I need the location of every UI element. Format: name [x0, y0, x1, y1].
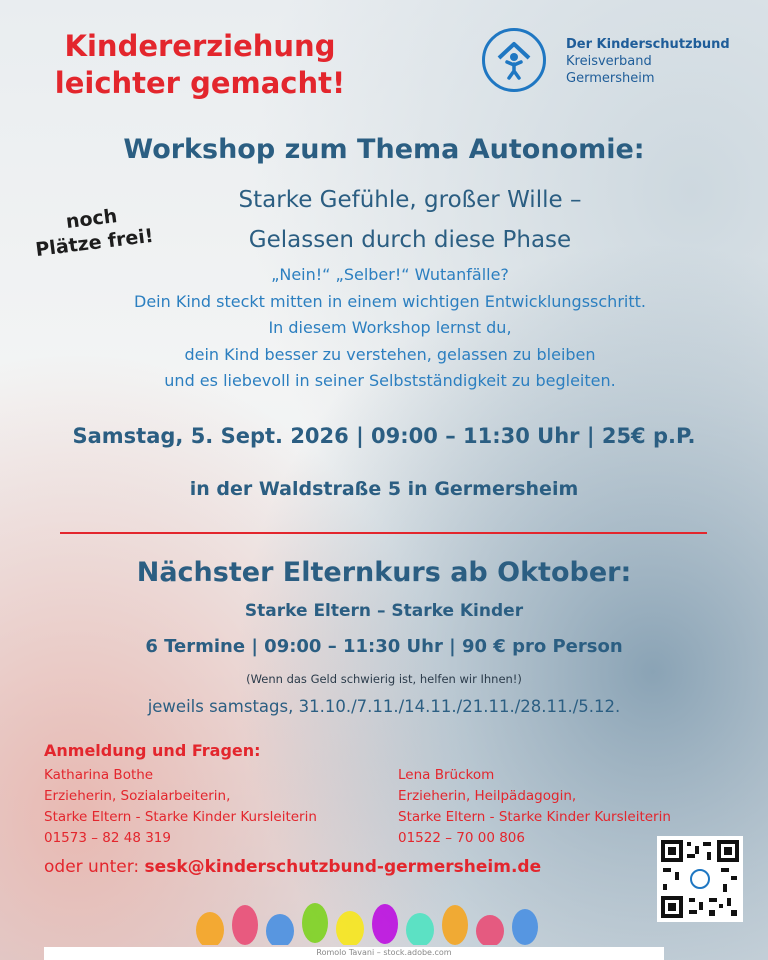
workshop-subtitle-1: Starke Gefühle, großer Wille –	[238, 187, 582, 213]
stamp-line-1: noch	[64, 205, 119, 234]
description-line: In diesem Workshop lernst du,	[268, 318, 512, 337]
email-link[interactable]: sesk@kinderschutzbund-germersheim.de	[144, 857, 542, 877]
workshop-subtitle	[110, 180, 710, 260]
painted-hands-illustration	[160, 885, 560, 945]
workshop-place-line: in der Waldstraße 5 in Germersheim	[189, 478, 579, 500]
contact-role: Erzieherin, Heilpädagogin,	[398, 788, 577, 804]
description-line: Dein Kind steckt mitten in einem wichtigen Entwicklungsschritt.	[134, 291, 646, 311]
email-line	[44, 857, 541, 877]
logo-line-3: Germersheim	[566, 71, 655, 86]
description-line: „Nein!“ „Selber!“ Wutanfälle?	[271, 265, 509, 284]
qr-code-icon[interactable]	[657, 836, 743, 922]
contact-name: Katharina Bothe	[44, 767, 154, 783]
contact-course-role: Starke Eltern - Starke Kinder Kursleiterin	[398, 809, 671, 825]
description-line: und es liebevoll in seiner Selbstständigkeit zu begleiten.	[164, 371, 616, 390]
course-dates: jeweils samstags, 31.10./7.11./14.11./21.11./28.11./5.12.	[147, 697, 621, 716]
course-terms: 6 Termine | 09:00 – 11:30 Uhr | 90 € pro Person	[145, 636, 623, 657]
contact-phone[interactable]: 01573 – 82 48 319	[44, 830, 171, 846]
contact-role: Erzieherin, Sozialarbeiterin,	[44, 788, 231, 804]
workshop-subtitle-2: Gelassen durch diese Phase	[248, 227, 572, 253]
headline	[40, 28, 360, 102]
child-house-logo-icon	[482, 28, 546, 92]
logo-text	[566, 36, 730, 87]
contact-card-2	[398, 765, 671, 849]
course-note: (Wenn das Geld schwierig ist, helfen wir Ihnen!)	[246, 672, 522, 686]
organization-logo	[482, 28, 762, 98]
contact-course-role: Starke Eltern - Starke Kinder Kursleiterin	[44, 809, 317, 825]
headline-line-1: Kindererziehung	[64, 29, 336, 63]
logo-line-2: Kreisverband	[566, 54, 652, 69]
course-title: Nächster Elternkurs ab Oktober:	[136, 557, 632, 588]
workshop-description	[40, 262, 740, 395]
stamp-line-2: Plätze frei!	[34, 224, 155, 262]
workshop-title: Workshop zum Thema Autonomie:	[123, 134, 645, 165]
image-credit: Romolo Tavani – stock.adobe.com	[316, 948, 452, 957]
contact-phone[interactable]: 01522 – 70 00 806	[398, 830, 525, 846]
headline-line-2: leichter gemacht!	[54, 66, 346, 100]
registration-heading: Anmeldung und Fragen:	[44, 741, 261, 760]
contact-card-1	[44, 765, 317, 849]
contact-name: Lena Brückom	[398, 767, 495, 783]
workshop-date-line: Samstag, 5. Sept. 2026 | 09:00 – 11:30 Uhr | 25€ p.P.	[72, 424, 696, 448]
course-subtitle: Starke Eltern – Starke Kinder	[244, 601, 524, 621]
email-prefix: oder unter:	[44, 857, 145, 877]
description-line: dein Kind besser zu verstehen, gelassen zu bleiben	[184, 344, 596, 364]
logo-line-1: Der Kinderschutzbund	[566, 37, 730, 52]
section-divider	[60, 532, 707, 534]
